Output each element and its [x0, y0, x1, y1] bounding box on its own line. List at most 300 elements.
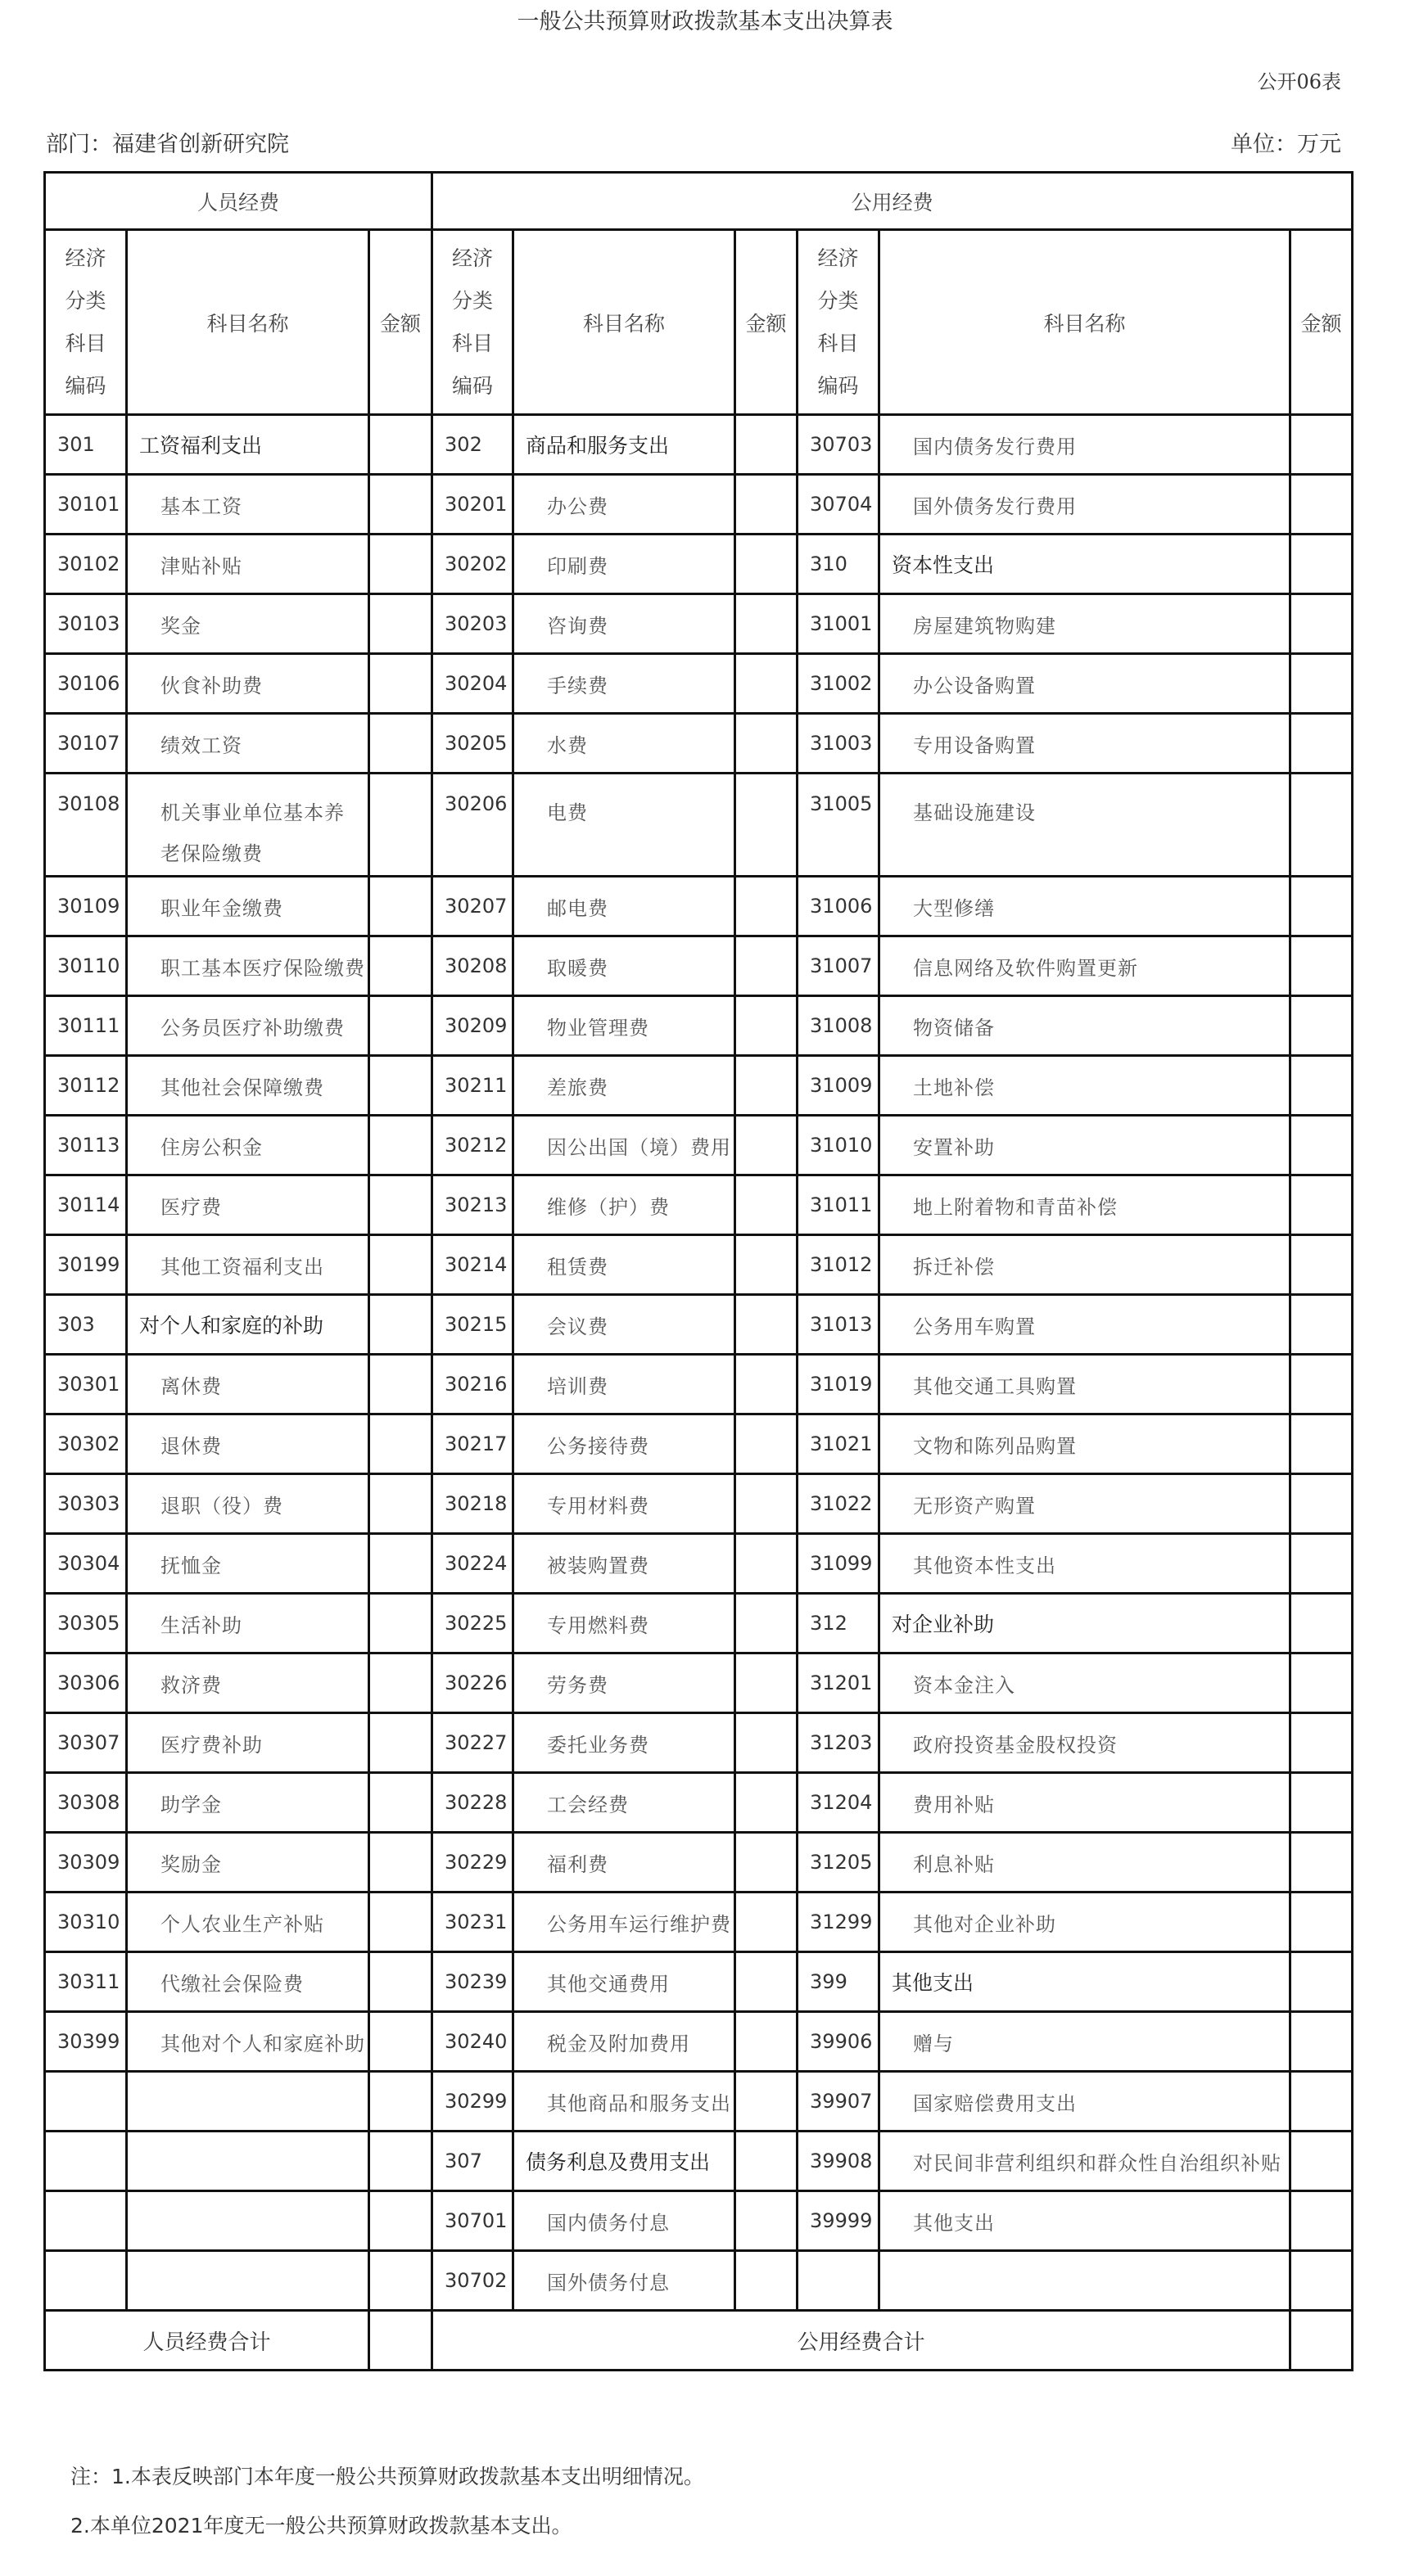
amount-cell — [369, 1175, 432, 1235]
code-header — [45, 230, 127, 415]
code-cell — [798, 1295, 879, 1355]
code-cell — [45, 1355, 127, 1414]
amount-cell — [1290, 1952, 1353, 2012]
amount-cell — [735, 2132, 798, 2191]
account-name: 其他对个人和家庭补助 — [160, 2032, 365, 2055]
code-header-line: 分类 — [452, 288, 494, 313]
code-cell — [45, 2072, 127, 2132]
name-cell — [879, 877, 1290, 936]
name-cell — [127, 936, 369, 996]
account-code: 31005 — [810, 792, 873, 815]
account-code: 30701 — [445, 2209, 508, 2232]
amount-cell — [369, 2012, 432, 2072]
code-cell — [432, 594, 513, 654]
table-row — [45, 1594, 1353, 1653]
account-code: 30305 — [57, 1612, 120, 1635]
code-cell — [798, 1653, 879, 1713]
amount-cell — [369, 1773, 432, 1833]
account-name: 费用补贴 — [913, 1793, 996, 1816]
account-name: 其他支出 — [913, 2211, 996, 2235]
name-cell — [513, 1893, 735, 1952]
note-1: 注：1.本表反映部门本年度一般公共预算财政拨款基本支出明细情况。 — [70, 2465, 704, 2488]
name-cell — [513, 535, 735, 594]
code-cell — [432, 1474, 513, 1534]
amount-cell — [369, 415, 432, 475]
category-name: 对个人和家庭的补助 — [139, 1314, 324, 1338]
name-cell — [879, 475, 1290, 535]
account-code: 39908 — [810, 2150, 873, 2172]
account-name: 其他资本性支出 — [913, 1554, 1057, 1577]
name-cell — [879, 1235, 1290, 1295]
amount-cell — [1290, 475, 1353, 535]
amount-cell — [1290, 774, 1353, 877]
code-cell — [432, 1594, 513, 1653]
account-name: 咨询费 — [547, 614, 609, 638]
name-cell — [127, 2132, 369, 2191]
code-cell — [798, 415, 879, 475]
amount-cell — [1290, 2072, 1353, 2132]
code-cell — [798, 1833, 879, 1893]
name-cell — [127, 2072, 369, 2132]
account-code: 30229 — [445, 1851, 508, 1874]
account-name: 大型修缮 — [913, 896, 996, 920]
name-cell — [879, 1175, 1290, 1235]
code-header-line: 经济 — [452, 246, 494, 270]
account-code: 31006 — [810, 895, 873, 918]
code-cell — [45, 1414, 127, 1474]
account-code: 30304 — [57, 1552, 120, 1575]
amount-cell — [369, 475, 432, 535]
name-cell — [513, 2251, 735, 2311]
account-name: 住房公积金 — [160, 1135, 263, 1159]
code-cell — [45, 415, 127, 475]
table-row — [45, 654, 1353, 714]
name-cell — [127, 1833, 369, 1893]
account-name: 工会经费 — [547, 1793, 630, 1816]
code-cell — [432, 2132, 513, 2191]
name-cell — [513, 654, 735, 714]
table-row — [45, 1355, 1353, 1414]
account-code: 30704 — [810, 493, 873, 516]
name-cell — [127, 1235, 369, 1295]
amount-cell — [1290, 1773, 1353, 1833]
name-header: 科目名称 — [127, 230, 369, 415]
account-code: 30225 — [445, 1612, 508, 1635]
account-name: 津贴补贴 — [160, 554, 242, 578]
name-cell — [513, 2191, 735, 2251]
table-row — [45, 1534, 1353, 1594]
code-cell — [432, 1893, 513, 1952]
code-cell — [432, 535, 513, 594]
name-cell — [879, 1952, 1290, 2012]
account-name: 医疗费 — [160, 1195, 222, 1219]
amount-cell — [369, 1355, 432, 1414]
account-code: 310 — [810, 553, 847, 575]
amount-cell — [369, 2072, 432, 2132]
code-header-line: 分类 — [65, 288, 106, 313]
amount-cell — [1290, 535, 1353, 594]
account-name: 印刷费 — [547, 554, 609, 578]
account-name: 公务用车购置 — [913, 1315, 1037, 1338]
name-cell — [127, 877, 369, 936]
account-name: 其他工资福利支出 — [160, 1255, 324, 1279]
name-cell — [513, 1833, 735, 1893]
account-code: 30201 — [445, 493, 508, 516]
name-cell — [513, 1653, 735, 1713]
table-row — [45, 1893, 1353, 1952]
name-cell — [127, 774, 369, 877]
account-code: 30108 — [57, 792, 120, 815]
code-cell — [45, 714, 127, 774]
code-cell — [798, 936, 879, 996]
name-cell — [513, 1056, 735, 1116]
name-cell — [513, 1773, 735, 1833]
personnel-total-amount — [369, 2311, 432, 2371]
account-code: 31003 — [810, 732, 873, 755]
account-code: 301 — [57, 433, 95, 456]
account-name: 离休费 — [160, 1374, 222, 1398]
table-row — [45, 2132, 1353, 2191]
account-name: 物业管理费 — [547, 1016, 650, 1040]
code-cell — [432, 2072, 513, 2132]
name-cell — [513, 1594, 735, 1653]
code-cell — [432, 1713, 513, 1773]
amount-cell — [735, 1594, 798, 1653]
account-name: 国家赔偿费用支出 — [913, 2091, 1078, 2115]
code-cell — [798, 1474, 879, 1534]
name-cell — [127, 1893, 369, 1952]
name-cell — [513, 936, 735, 996]
code-cell — [798, 2191, 879, 2251]
table-row — [45, 535, 1353, 594]
name-cell — [127, 475, 369, 535]
amount-cell — [735, 1474, 798, 1534]
amount-cell — [735, 1175, 798, 1235]
account-code: 39906 — [810, 2030, 873, 2053]
public-total-amount — [1290, 2311, 1353, 2371]
amount-cell — [1290, 2132, 1353, 2191]
code-cell — [45, 2251, 127, 2311]
amount-cell — [735, 1056, 798, 1116]
account-name: 会议费 — [547, 1315, 609, 1338]
code-header-line: 科目 — [817, 331, 859, 355]
personnel-expense-header: 人员经费 — [45, 173, 432, 230]
code-cell — [432, 714, 513, 774]
amount-cell — [735, 594, 798, 654]
amount-header: 金额 — [1290, 230, 1353, 415]
amount-cell — [369, 714, 432, 774]
code-cell — [432, 1116, 513, 1175]
account-code: 30309 — [57, 1851, 120, 1874]
table-row — [45, 594, 1353, 654]
table-row — [45, 936, 1353, 996]
code-cell — [45, 1653, 127, 1713]
amount-cell — [1290, 1116, 1353, 1175]
code-header-line: 编码 — [452, 373, 494, 398]
account-code: 30203 — [445, 612, 508, 635]
code-cell — [45, 2132, 127, 2191]
unit-label: 单位：万元 — [1231, 132, 1341, 157]
code-cell — [45, 2191, 127, 2251]
amount-cell — [1290, 1355, 1353, 1414]
code-header-line: 经济 — [817, 246, 859, 270]
account-name: 信息网络及软件购置更新 — [913, 956, 1139, 980]
amount-cell — [369, 1116, 432, 1175]
public-expense-header: 公用经费 — [432, 173, 1353, 230]
code-cell — [432, 1833, 513, 1893]
amount-cell — [369, 535, 432, 594]
code-cell — [432, 2191, 513, 2251]
name-cell — [879, 1116, 1290, 1175]
account-name: 退职（役）费 — [160, 1494, 283, 1518]
name-cell — [879, 1355, 1290, 1414]
name-cell — [513, 594, 735, 654]
amount-cell — [735, 2012, 798, 2072]
code-cell — [432, 936, 513, 996]
account-name: 专用燃料费 — [547, 1613, 650, 1637]
code-cell — [45, 1474, 127, 1534]
name-cell — [879, 1833, 1290, 1893]
account-code: 30109 — [57, 895, 120, 918]
account-code: 30103 — [57, 612, 120, 635]
amount-cell — [1290, 654, 1353, 714]
account-name: 地上附着物和青苗补偿 — [913, 1195, 1119, 1219]
code-cell — [45, 1175, 127, 1235]
amount-cell — [1290, 1713, 1353, 1773]
account-code: 30214 — [445, 1253, 508, 1276]
account-code: 31010 — [810, 1134, 873, 1157]
account-code: 31013 — [810, 1313, 873, 1336]
name-cell — [513, 2012, 735, 2072]
account-code: 30702 — [445, 2269, 508, 2292]
account-name: 伙食补助费 — [160, 674, 263, 697]
code-cell — [432, 1952, 513, 2012]
account-code: 30113 — [57, 1134, 120, 1157]
name-cell — [879, 1295, 1290, 1355]
name-cell — [127, 1773, 369, 1833]
name-cell — [513, 996, 735, 1056]
table-row — [45, 1175, 1353, 1235]
amount-cell — [369, 2132, 432, 2191]
name-cell — [879, 2132, 1290, 2191]
account-code: 31007 — [810, 954, 873, 977]
account-name: 公务员医疗补助缴费 — [160, 1016, 345, 1040]
account-code: 30239 — [445, 1970, 508, 1993]
account-name: 委托业务费 — [547, 1733, 650, 1757]
amount-cell — [1290, 2012, 1353, 2072]
amount-cell — [1290, 1414, 1353, 1474]
code-cell — [798, 594, 879, 654]
category-name: 其他支出 — [892, 1971, 974, 1995]
name-cell — [127, 415, 369, 475]
account-code: 30207 — [445, 895, 508, 918]
amount-cell — [735, 714, 798, 774]
page-title: 一般公共预算财政拨款基本支出决算表 — [517, 9, 893, 34]
code-cell — [798, 2012, 879, 2072]
name-cell — [127, 654, 369, 714]
name-cell — [879, 1893, 1290, 1952]
account-name: 培训费 — [547, 1374, 609, 1398]
account-name: 被装购置费 — [547, 1554, 650, 1577]
account-code: 30111 — [57, 1014, 120, 1037]
amount-cell — [369, 1713, 432, 1773]
account-code: 30231 — [445, 1911, 508, 1933]
table-row — [45, 2072, 1353, 2132]
account-code: 31011 — [810, 1193, 873, 1216]
code-cell — [432, 654, 513, 714]
name-cell — [127, 2251, 369, 2311]
table-row — [45, 1235, 1353, 1295]
code-cell — [432, 2012, 513, 2072]
name-cell — [127, 1175, 369, 1235]
account-code: 31002 — [810, 672, 873, 695]
amount-cell — [369, 1056, 432, 1116]
form-number: 公开06表 — [1257, 70, 1341, 93]
account-code: 31019 — [810, 1373, 873, 1396]
amount-cell — [369, 594, 432, 654]
account-name: 奖励金 — [160, 1852, 222, 1876]
amount-cell — [369, 1534, 432, 1594]
code-cell — [45, 1893, 127, 1952]
amount-cell — [1290, 594, 1353, 654]
account-code: 312 — [810, 1612, 847, 1635]
account-code: 31008 — [810, 1014, 873, 1037]
code-cell — [798, 996, 879, 1056]
code-cell — [798, 1175, 879, 1235]
account-code: 31022 — [810, 1492, 873, 1515]
code-cell — [798, 1414, 879, 1474]
code-cell — [432, 1414, 513, 1474]
amount-cell — [369, 1833, 432, 1893]
table-row — [45, 415, 1353, 475]
table-row — [45, 1295, 1353, 1355]
code-header-line: 编码 — [65, 373, 106, 398]
code-header-line: 科目 — [65, 331, 106, 355]
amount-cell — [735, 1653, 798, 1713]
name-cell — [127, 1474, 369, 1534]
account-code: 30205 — [445, 732, 508, 755]
account-name: 房屋建筑物购建 — [913, 614, 1057, 638]
name-header: 科目名称 — [879, 230, 1290, 415]
amount-cell — [1290, 1235, 1353, 1295]
name-cell — [513, 2072, 735, 2132]
name-cell — [879, 774, 1290, 877]
totals-row — [45, 2311, 1353, 2371]
code-cell — [45, 535, 127, 594]
name-cell — [513, 877, 735, 936]
table-row — [45, 996, 1353, 1056]
amount-cell — [735, 996, 798, 1056]
account-code: 30110 — [57, 954, 120, 977]
amount-cell — [369, 996, 432, 1056]
amount-cell — [1290, 936, 1353, 996]
account-name: 基本工资 — [160, 494, 242, 518]
account-code: 30202 — [445, 553, 508, 575]
table-row — [45, 1952, 1353, 2012]
table-row — [45, 1653, 1353, 1713]
code-cell — [432, 475, 513, 535]
account-code: 30112 — [57, 1074, 120, 1097]
account-code: 30206 — [445, 792, 508, 815]
account-code: 30213 — [445, 1193, 508, 1216]
amount-cell — [1290, 1056, 1353, 1116]
code-cell — [45, 654, 127, 714]
account-code: 30204 — [445, 672, 508, 695]
account-code: 30299 — [445, 2090, 508, 2113]
account-code: 30226 — [445, 1671, 508, 1694]
name-cell — [127, 1295, 369, 1355]
name-cell — [879, 415, 1290, 475]
name-cell — [513, 774, 735, 877]
code-header-line: 经济 — [65, 246, 106, 270]
code-header-line: 分类 — [817, 288, 859, 313]
account-name: 其他交通费用 — [547, 1972, 671, 1996]
account-code: 30240 — [445, 2030, 508, 2053]
name-cell — [879, 1414, 1290, 1474]
name-cell — [879, 936, 1290, 996]
amount-cell — [1290, 1594, 1353, 1653]
amount-cell — [735, 1355, 798, 1414]
name-cell — [879, 2012, 1290, 2072]
amount-cell — [369, 1893, 432, 1952]
amount-cell — [735, 415, 798, 475]
name-cell — [879, 535, 1290, 594]
code-cell — [798, 774, 879, 877]
name-cell — [879, 2191, 1290, 2251]
account-name: 公务用车运行维护费 — [547, 1912, 732, 1936]
amount-header: 金额 — [735, 230, 798, 415]
name-cell — [513, 1175, 735, 1235]
name-cell — [513, 1414, 735, 1474]
account-name: 对民间非营利组织和群众性自治组织补贴 — [913, 2151, 1282, 2175]
amount-cell — [1290, 996, 1353, 1056]
account-name: 租赁费 — [547, 1255, 609, 1279]
name-cell — [879, 1534, 1290, 1594]
account-name: 救济费 — [160, 1673, 222, 1697]
code-cell — [45, 2012, 127, 2072]
code-header-line: 编码 — [817, 373, 859, 398]
code-cell — [45, 1295, 127, 1355]
code-cell — [798, 2251, 879, 2311]
account-name: 利息补贴 — [913, 1852, 996, 1876]
name-cell — [879, 1773, 1290, 1833]
account-code: 30215 — [445, 1313, 508, 1336]
account-code: 31205 — [810, 1851, 873, 1874]
amount-cell — [735, 936, 798, 996]
name-cell — [127, 2191, 369, 2251]
amount-cell — [369, 654, 432, 714]
name-cell — [879, 1594, 1290, 1653]
account-name: 税金及附加费用 — [547, 2032, 691, 2055]
note-2: 2.本单位2021年度无一般公共预算财政拨款基本支出。 — [70, 2514, 572, 2538]
account-name: 基础设施建设 — [913, 801, 1037, 824]
name-cell — [127, 1355, 369, 1414]
code-cell — [798, 877, 879, 936]
amount-cell — [1290, 1295, 1353, 1355]
code-cell — [45, 1534, 127, 1594]
code-cell — [45, 996, 127, 1056]
account-code: 30107 — [57, 732, 120, 755]
amount-cell — [1290, 1653, 1353, 1713]
name-cell — [879, 2251, 1290, 2311]
code-cell — [798, 1713, 879, 1773]
account-code: 30199 — [57, 1253, 120, 1276]
account-name: 专用设备购置 — [913, 733, 1037, 757]
code-header-line: 科目 — [452, 331, 494, 355]
name-cell — [513, 1235, 735, 1295]
account-code: 30227 — [445, 1731, 508, 1754]
account-code: 30101 — [57, 493, 120, 516]
